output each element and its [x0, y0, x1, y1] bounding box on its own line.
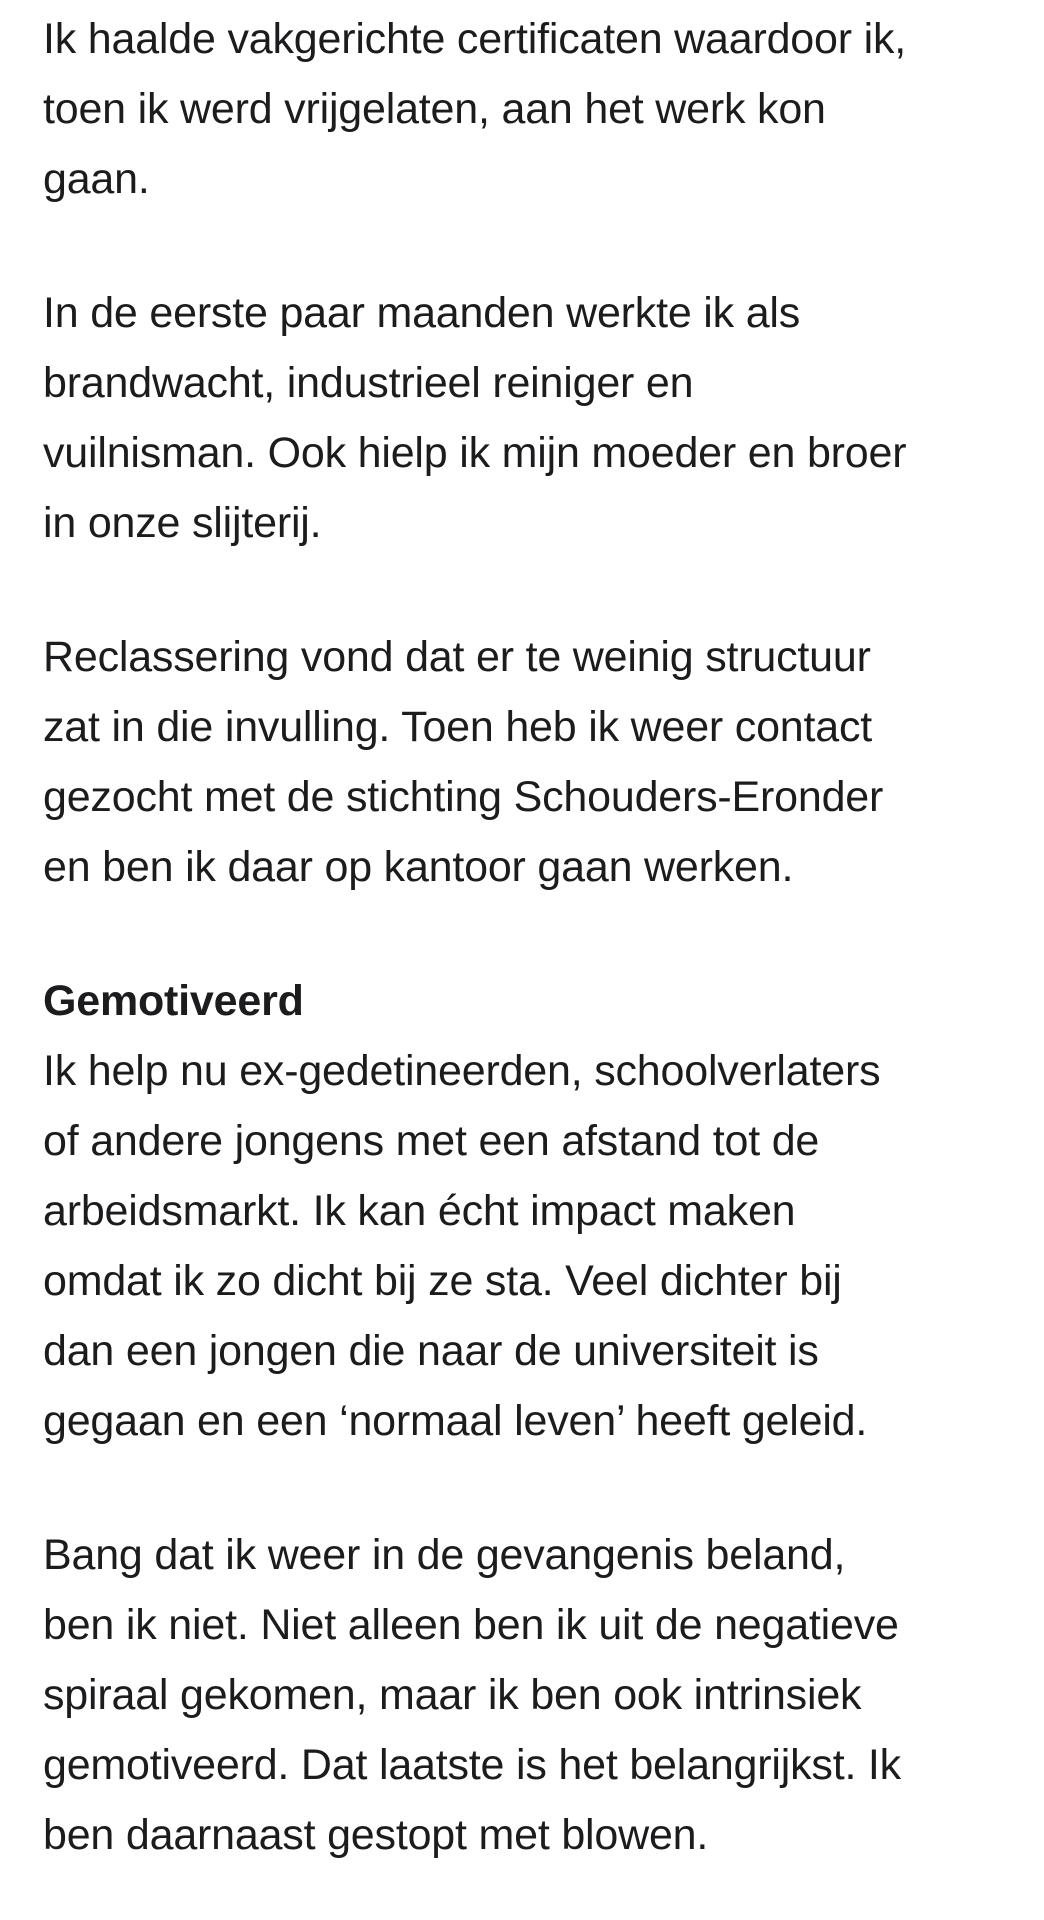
article-body [43, 4, 1023, 1870]
paragraph-reclassering: Reclassering vond dat er te weinig structuur zat in die invulling. Toen heb ik weer contact gezocht met de stichting Schouders-Eronder en ben ik daar op kantoor gaan werken. [43, 633, 884, 891]
paragraph-spacer [43, 1456, 1023, 1520]
paragraph-spacer [43, 558, 1023, 622]
paragraph-helping-others: Ik help nu ex-gedetineerden, schoolverlaters of andere jongens met een afstand tot de arbeidsmarkt. Ik kan écht impact maken omdat ik zo dicht bij ze sta. Veel dichter bij dan een jongen die naar de universiteit is gegaan en een ‘normaal leven’ heeft geleid. [43, 1047, 881, 1445]
section-spacer [43, 902, 1023, 966]
section-heading: Gemotiveerd [43, 977, 304, 1025]
paragraph-spacer [43, 214, 1023, 278]
paragraph-first-jobs: In de eerste paar maanden werkte ik als brandwacht, industrieel reiniger en vuilnisman. Ook hielp ik mijn moeder en broer in onze slijterij. [43, 289, 907, 547]
paragraph-certificates: Ik haalde vakgerichte certificaten waardoor ik, toen ik werd vrijgelaten, aan het werk kon gaan. [43, 15, 906, 203]
paragraph-motivation: Bang dat ik weer in de gevangenis beland, ben ik niet. Niet alleen ben ik uit de negatieve spiraal gekomen, maar ik ben ook intrinsiek gemotiveerd. Dat laatste is het belangrijkst. Ik ben daarnaast gestopt met blowen. [43, 1531, 901, 1859]
